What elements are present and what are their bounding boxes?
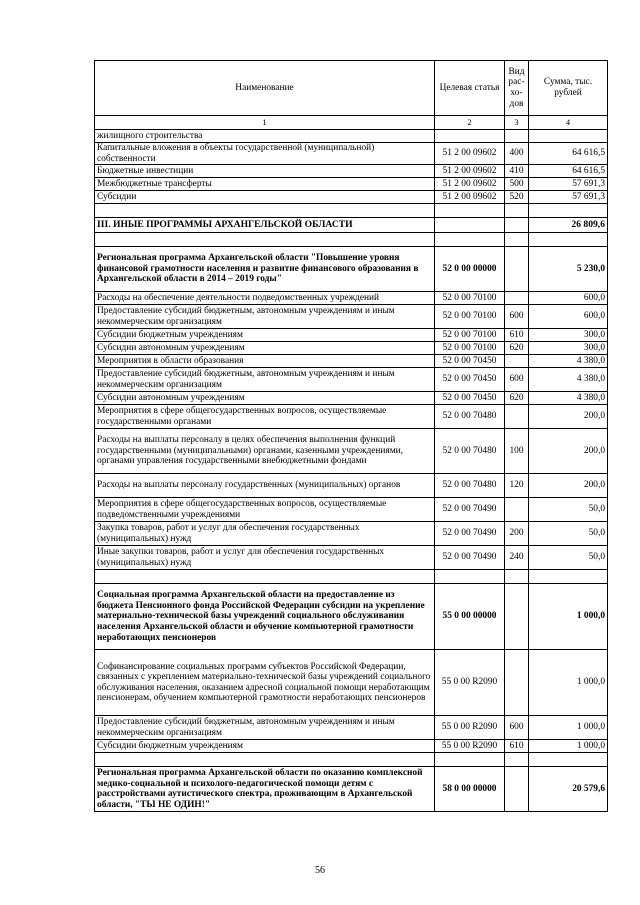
column-number-1: 1 <box>95 116 435 130</box>
cell-sum: 50,0 <box>529 546 608 570</box>
cell-sum: 600,0 <box>529 305 608 329</box>
table-row <box>95 392 608 405</box>
cell-code <box>435 204 505 218</box>
cell-type: 600 <box>505 368 529 392</box>
cell-name <box>95 753 435 767</box>
cell-name: Межбюджетные трансферты <box>95 178 435 191</box>
cell-sum: 57 691,3 <box>529 191 608 204</box>
table-row <box>95 305 608 329</box>
section-row <box>95 218 608 233</box>
cell-type <box>505 650 529 716</box>
cell-name: Предоставление субсидий бюджетным, автономным учреждениям и иным некоммерческим организациям <box>95 368 435 392</box>
cell-sum: 1 000,0 <box>529 740 608 753</box>
table-row <box>95 130 608 143</box>
cell-sum: 300,0 <box>529 329 608 342</box>
spacer-row <box>95 753 608 767</box>
cell-sum: 1 000,0 <box>529 584 608 650</box>
program-row <box>95 584 608 650</box>
cell-code: 55 0 00 00000 <box>435 584 505 650</box>
cell-code <box>435 130 505 143</box>
cell-name: Региональная программа Архангельской области "Повышение уровня финансовой грамотности населения и развитие финансового образования в Архангельской области в 2014 – 2019 годы" <box>95 247 435 292</box>
cell-name: Социальная программа Архангельской области на предоставление из бюджета Пенсионного фонда Российской Федерации субсидии на укрепление материально-технической базы учреждений социального обслуживания населения Архангельской области и обучение компьютерной грамотности неработающих пенсионеров <box>95 584 435 650</box>
cell-sum: 64 616,5 <box>529 165 608 178</box>
cell-name: Расходы на обеспечение деятельности подведомственных учреждений <box>95 292 435 305</box>
cell-sum: 26 809,6 <box>529 218 608 233</box>
cell-type: 410 <box>505 165 529 178</box>
cell-sum: 4 380,0 <box>529 368 608 392</box>
cell-sum: 20 579,6 <box>529 767 608 812</box>
page-number: 56 <box>315 865 325 876</box>
cell-sum <box>529 204 608 218</box>
cell-code: 52 0 00 70480 <box>435 429 505 474</box>
cell-code <box>435 753 505 767</box>
table-row <box>95 368 608 392</box>
cell-code: 55 0 00 R2090 <box>435 740 505 753</box>
cell-type <box>505 233 529 247</box>
table-row <box>95 650 608 716</box>
table-row <box>95 474 608 498</box>
cell-code: 52 0 00 70100 <box>435 342 505 355</box>
cell-sum: 57 691,3 <box>529 178 608 191</box>
table-row <box>95 355 608 368</box>
header-code: Целевая статья <box>435 61 505 116</box>
cell-name: Капитальные вложения в объекты государственной (муниципальной) собственности <box>95 143 435 165</box>
cell-sum <box>529 130 608 143</box>
table-row <box>95 546 608 570</box>
cell-code: 58 0 00 00000 <box>435 767 505 812</box>
table-row <box>95 522 608 546</box>
cell-sum: 50,0 <box>529 498 608 522</box>
cell-sum: 600,0 <box>529 292 608 305</box>
cell-sum: 50,0 <box>529 522 608 546</box>
cell-name: Субсидии автономным учреждениям <box>95 342 435 355</box>
cell-name: Софинансирование социальных программ субъектов Российской Федерации, связанных с укреплением материально-технической базы учреждений социального обслуживания населения, оказанием адресной социальной помощи неработающим пенсионерам, обучением компьютерной грамотности неработающих пенсионеров <box>95 650 435 716</box>
cell-sum <box>529 233 608 247</box>
cell-type <box>505 584 529 650</box>
cell-sum: 300,0 <box>529 342 608 355</box>
cell-sum: 200,0 <box>529 405 608 429</box>
cell-type: 100 <box>505 429 529 474</box>
header-type: Вид рас-хо-дов <box>505 61 529 116</box>
cell-type <box>505 405 529 429</box>
cell-name: Субсидии бюджетным учреждениям <box>95 329 435 342</box>
table-row <box>95 165 608 178</box>
cell-type: 520 <box>505 191 529 204</box>
cell-name: Мероприятия в сфере общегосударственных вопросов, осуществляемые подведомственными учреждениями <box>95 498 435 522</box>
cell-type <box>505 130 529 143</box>
cell-name: Предоставление субсидий бюджетным, автономным учреждениям и иным некоммерческим организациям <box>95 716 435 740</box>
spacer-row <box>95 233 608 247</box>
cell-type: 200 <box>505 522 529 546</box>
table-row <box>95 143 608 165</box>
cell-sum: 1 000,0 <box>529 716 608 740</box>
cell-code: 51 2 00 09602 <box>435 165 505 178</box>
cell-type <box>505 204 529 218</box>
cell-code: 51 2 00 09602 <box>435 178 505 191</box>
cell-name: Мероприятия в области образования <box>95 355 435 368</box>
cell-type: 620 <box>505 392 529 405</box>
cell-code: 52 0 00 70480 <box>435 474 505 498</box>
cell-name: жилищного строительства <box>95 130 435 143</box>
cell-code: 51 2 00 09602 <box>435 191 505 204</box>
cell-code: 52 0 00 70480 <box>435 405 505 429</box>
cell-name: Предоставление субсидий бюджетным, автономным учреждениям и иным некоммерческим организациям <box>95 305 435 329</box>
cell-type: 500 <box>505 178 529 191</box>
budget-table-body <box>95 61 608 812</box>
cell-code: 52 0 00 70450 <box>435 392 505 405</box>
cell-type: 600 <box>505 716 529 740</box>
cell-sum: 64 616,5 <box>529 143 608 165</box>
cell-sum: 200,0 <box>529 429 608 474</box>
cell-code: 52 0 00 00000 <box>435 247 505 292</box>
cell-name: Закупка товаров, работ и услуг для обеспечения государственных (муниципальных) нужд <box>95 522 435 546</box>
cell-sum: 4 380,0 <box>529 392 608 405</box>
cell-code <box>435 218 505 233</box>
table-row <box>95 429 608 474</box>
table-row <box>95 716 608 740</box>
cell-name <box>95 570 435 584</box>
column-number-4: 4 <box>529 116 608 130</box>
cell-code: 52 0 00 70100 <box>435 292 505 305</box>
column-number-row <box>95 116 608 130</box>
cell-type: 610 <box>505 740 529 753</box>
table-row <box>95 405 608 429</box>
cell-name: Мероприятия в сфере общегосударственных вопросов, осуществляемые государственными органами <box>95 405 435 429</box>
cell-type <box>505 570 529 584</box>
budget-table <box>94 60 608 812</box>
cell-name: Бюджетные инвестиции <box>95 165 435 178</box>
spacer-row <box>95 204 608 218</box>
cell-code: 52 0 00 70450 <box>435 368 505 392</box>
cell-sum <box>529 753 608 767</box>
cell-code: 52 0 00 70100 <box>435 305 505 329</box>
cell-type <box>505 355 529 368</box>
cell-name: Расходы на выплаты персоналу государственных (муниципальных) органов <box>95 474 435 498</box>
spacer-row <box>95 570 608 584</box>
table-row <box>95 329 608 342</box>
table-row <box>95 292 608 305</box>
header-row <box>95 61 608 116</box>
cell-type <box>505 753 529 767</box>
cell-sum <box>529 570 608 584</box>
header-name: Наименование <box>95 61 435 116</box>
cell-sum: 200,0 <box>529 474 608 498</box>
cell-type <box>505 247 529 292</box>
cell-name: Субсидии бюджетным учреждениям <box>95 740 435 753</box>
cell-sum: 1 000,0 <box>529 650 608 716</box>
cell-type: 240 <box>505 546 529 570</box>
cell-name: Расходы на выплаты персоналу в целях обеспечения выполнения функций государственными (муниципальными) органами, казенными учреждениями, органами управления государственными внебюджетными фондами <box>95 429 435 474</box>
header-sum: Сумма, тыс. рублей <box>529 61 608 116</box>
table-row <box>95 191 608 204</box>
cell-name: Субсидии <box>95 191 435 204</box>
table-row <box>95 178 608 191</box>
cell-type <box>505 498 529 522</box>
cell-type <box>505 292 529 305</box>
program-row <box>95 767 608 812</box>
cell-type: 120 <box>505 474 529 498</box>
cell-code: 52 0 00 70100 <box>435 329 505 342</box>
cell-code: 52 0 00 70490 <box>435 522 505 546</box>
cell-name: III. ИНЫЕ ПРОГРАММЫ АРХАНГЕЛЬСКОЙ ОБЛАСТИ <box>95 218 435 233</box>
program-row <box>95 247 608 292</box>
column-number-2: 2 <box>435 116 505 130</box>
cell-sum: 5 230,0 <box>529 247 608 292</box>
cell-code <box>435 233 505 247</box>
cell-type: 620 <box>505 342 529 355</box>
cell-name: Региональная программа Архангельской области по оказанию комплексной медико-социальной и психолого-педагогической помощи детям с расстройствами аутистического спектра, проживающим в Архангельской области, "ТЫ НЕ ОДИН!" <box>95 767 435 812</box>
cell-name: Субсидии автономным учреждениям <box>95 392 435 405</box>
cell-code: 55 0 00 R2090 <box>435 716 505 740</box>
cell-name: Иные закупки товаров, работ и услуг для обеспечения государственных (муниципальных) нужд <box>95 546 435 570</box>
cell-code: 52 0 00 70490 <box>435 546 505 570</box>
cell-type <box>505 767 529 812</box>
cell-type: 600 <box>505 305 529 329</box>
table-row <box>95 498 608 522</box>
cell-name <box>95 233 435 247</box>
table-row <box>95 342 608 355</box>
cell-type <box>505 218 529 233</box>
cell-code <box>435 570 505 584</box>
cell-type: 400 <box>505 143 529 165</box>
table-row <box>95 740 608 753</box>
cell-code: 51 2 00 09602 <box>435 143 505 165</box>
cell-code: 52 0 00 70490 <box>435 498 505 522</box>
cell-sum: 4 380,0 <box>529 355 608 368</box>
column-number-3: 3 <box>505 116 529 130</box>
cell-code: 52 0 00 70450 <box>435 355 505 368</box>
cell-code: 55 0 00 R2090 <box>435 650 505 716</box>
cell-type: 610 <box>505 329 529 342</box>
cell-name <box>95 204 435 218</box>
